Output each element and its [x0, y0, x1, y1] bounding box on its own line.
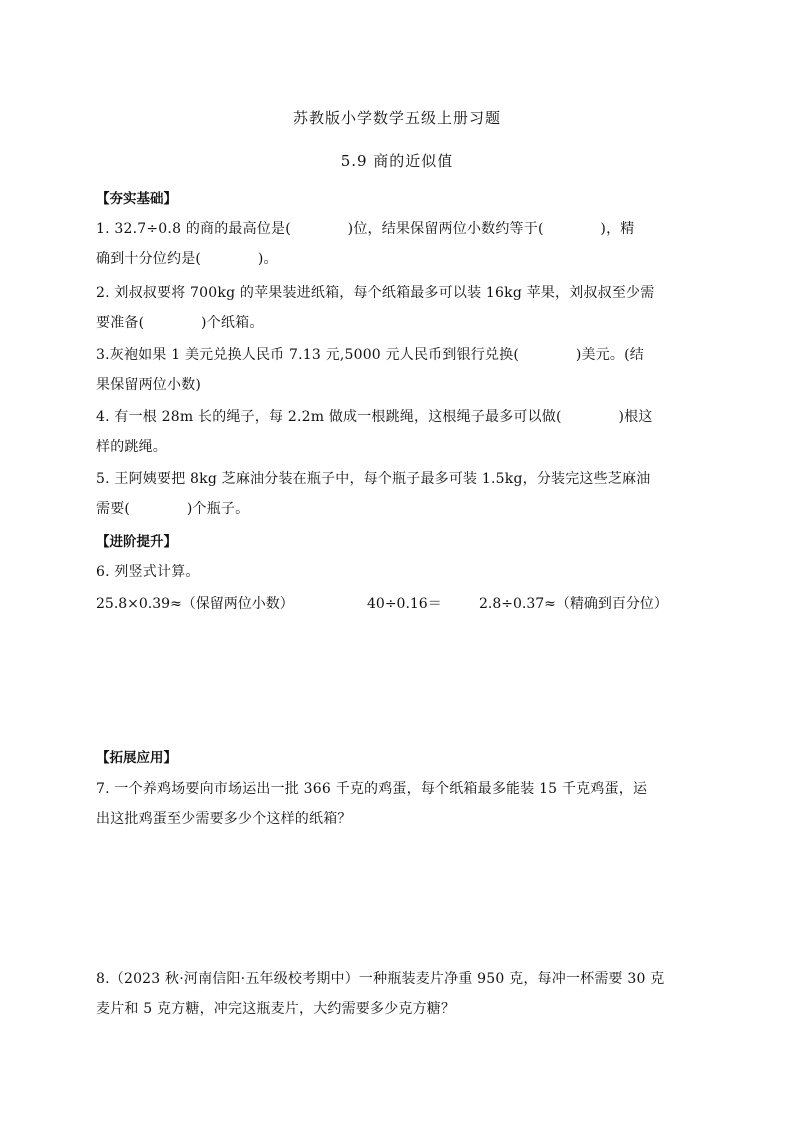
calc-item-3: 2.8÷0.37≈（精确到百分位） — [479, 596, 668, 612]
question-2-line-1: 2. 刘叔叔要将 700kg 的苹果装进纸箱，每个纸箱最多可以装 16kg 苹果，刘叔叔至少需 — [96, 285, 655, 301]
calc-item-1: 25.8×0.39≈（保留两位小数） — [96, 596, 294, 612]
question-4-line-2: 样的跳绳。 — [96, 439, 167, 455]
question-4-line-1: 4. 有一根 28m 长的绳子，每 2.2m 做成一根跳绳，这根绳子最多可以做( )根这 — [96, 409, 653, 425]
question-1-line-2: 确到十分位约是( )。 — [96, 251, 278, 267]
section-heading-application: 【拓展应用】 — [96, 750, 177, 766]
question-2-line-2: 要准备( )个纸箱。 — [96, 315, 264, 331]
question-7-line-1: 7. 一个养鸡场要向市场运出一批 366 千克的鸡蛋，每个纸箱最多能装 15 千克鸡蛋，运 — [96, 781, 648, 797]
calc-item-2: 40÷0.16＝ — [367, 596, 442, 612]
section-heading-basic: 【夯实基础】 — [96, 191, 177, 207]
page-title: 苏教版小学数学五级上册习题 — [292, 109, 501, 127]
question-8-line-1: 8.（2023 秋·河南信阳·五年级校考期中）一种瓶装麦片净重 950 克，每冲一杯需要 30 克 — [96, 971, 665, 987]
question-7-line-2: 出这批鸡蛋至少需要多少个这样的纸箱？ — [96, 811, 352, 827]
question-5-line-1: 5. 王阿姨要把 8kg 芝麻油分装在瓶子中，每个瓶子最多可装 1.5kg，分装完这些芝麻油 — [96, 471, 651, 487]
question-6-line-1: 6. 列竖式计算。 — [96, 564, 200, 580]
question-3-line-2: 果保留两位小数) — [96, 377, 202, 393]
question-1-line-1: 1. 32.7÷0.8 的商的最高位是( )位，结果保留两位小数约等于( )，精 — [96, 221, 635, 237]
question-3-line-1: 3.灰袍如果 1 美元兑换人民币 7.13 元,5000 元人民币到银行兑换( )美元。(结 — [96, 347, 644, 363]
question-5-line-2: 需要( )个瓶子。 — [96, 501, 250, 517]
section-heading-advanced: 【进阶提升】 — [96, 534, 177, 550]
question-8-line-2: 麦片和 5 克方糖，冲完这瓶麦片，大约需要多少克方糖？ — [96, 1001, 456, 1017]
page-subtitle: 5.9 商的近似值 — [340, 152, 454, 170]
